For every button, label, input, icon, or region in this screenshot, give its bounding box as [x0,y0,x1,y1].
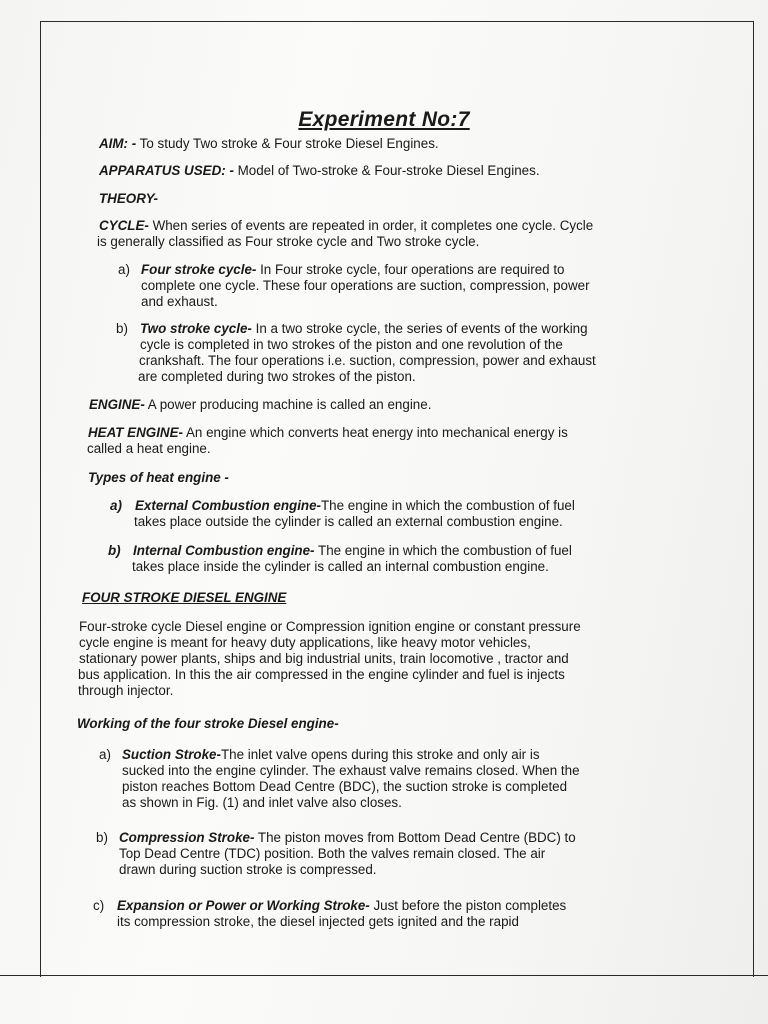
four-stroke-cycle-line-3: and exhaust. [141,294,218,309]
four-stroke-cycle-label: Four stroke cycle- [141,262,257,277]
types-heading: Types of heat engine - [88,470,229,485]
cycle-label: CYCLE- [99,218,149,233]
external-text: The engine in which the combustion of fuel [321,498,575,513]
two-stroke-cycle-line-1 [140,321,588,337]
compression-text: The piston moves from Bottom Dead Centre (BDC) to [254,830,576,845]
cycle-text: When series of events are repeated in order, it completes one cycle. Cycle [148,218,594,233]
expansion-label: Expansion or Power or Working Stroke- [117,898,370,913]
suction-line-1 [122,747,540,763]
working-heading: Working of the four stroke Diesel engine- [77,716,339,731]
para-line-5: through injector. [78,683,174,698]
engine-label: ENGINE- [89,397,145,412]
aim-line [99,136,439,152]
expansion-marker: c) [93,898,105,913]
internal-label: Internal Combustion engine- [133,543,315,558]
two-stroke-cycle-text: In a two stroke cycle, the series of events of the working [251,321,588,336]
internal-line-1 [133,543,572,559]
four-stroke-cycle-marker: a) [118,262,130,277]
compression-line-3: drawn during suction stroke is compressed. [119,862,377,877]
expansion-line-2: its compression stroke, the diesel injected gets ignited and the rapid [117,914,519,929]
internal-marker: b) [108,543,121,558]
compression-marker: b) [96,830,108,845]
internal-line-2: takes place inside the cylinder is called an internal combustion engine. [132,559,549,574]
cycle-line-1 [99,218,593,234]
apparatus-text: Model of Two-stroke & Four-stroke Diesel Engines. [233,163,540,178]
para-line-3: stationary power plants, ships and big industrial units, train locomotive , tractor and [79,651,569,666]
suction-text: The inlet valve opens during this stroke and only air is [220,747,540,762]
expansion-text: Just before the piston completes [369,898,567,913]
four-stroke-cycle-line-2: complete one cycle. These four operations are suction, compression, power [141,278,590,293]
suction-line-4: as shown in Fig. (1) and inlet valve also closes. [122,795,402,810]
external-marker: a) [110,498,122,513]
heat-engine-line-2: called a heat engine. [87,441,211,456]
suction-label: Suction Stroke- [122,747,221,762]
para-line-4: bus application. In this the air compressed in the engine cylinder and fuel is injects [78,667,565,682]
apparatus-line [99,163,540,179]
para-line-2: cycle engine is meant for heavy duty applications, like heavy motor vehicles, [79,635,531,650]
cycle-line-2: is generally classified as Four stroke cycle and Two stroke cycle. [97,234,480,249]
suction-line-3: piston reaches Bottom Dead Centre (BDC), the suction stroke is completed [122,779,568,794]
two-stroke-cycle-line-4: are completed during two strokes of the piston. [138,369,416,384]
expansion-line-1 [117,898,566,914]
external-label: External Combustion engine- [135,498,321,513]
suction-line-2: sucked into the engine cylinder. The exhaust valve remains closed. When the [122,763,580,778]
external-line-2: takes place outside the cylinder is called an external combustion engine. [134,514,563,529]
engine-text: A power producing machine is called an engine. [144,397,432,412]
aim-text: To study Two stroke & Four stroke Diesel Engines. [136,136,439,151]
two-stroke-cycle-label: Two stroke cycle- [140,321,252,336]
engine-line [89,397,431,413]
compression-line-1 [119,830,576,846]
theory-heading: THEORY- [99,191,159,206]
page-bottom-rule [0,975,768,976]
compression-line-2: Top Dead Centre (TDC) position. Both the valves remain closed. The air [119,846,546,861]
two-stroke-cycle-line-3: crankshaft. The four operations i.e. suction, compression, power and exhaust [139,353,596,368]
four-stroke-cycle-line-1 [141,262,565,278]
heat-engine-line-1 [88,425,568,441]
compression-label: Compression Stroke- [119,830,255,845]
two-stroke-cycle-line-2: cycle is completed in two strokes of the piston and one revolution of the [140,337,563,352]
aim-label: AIM: - [99,136,137,151]
suction-marker: a) [99,747,111,762]
heat-engine-label: HEAT ENGINE- [88,425,183,440]
page-title: Experiment No:7 [298,108,470,131]
heat-engine-text: An engine which converts heat energy into mechanical energy is [182,425,568,440]
external-line-1 [135,498,575,514]
apparatus-label: APPARATUS USED: - [99,163,234,178]
four-stroke-cycle-text: In Four stroke cycle, four operations are required to [256,262,565,277]
two-stroke-cycle-marker: b) [116,321,128,336]
four-stroke-diesel-heading: FOUR STROKE DIESEL ENGINE [82,590,287,605]
internal-text: The engine in which the combustion of fuel [314,543,572,558]
para-line-1: Four-stroke cycle Diesel engine or Compression ignition engine or constant pressure [79,619,581,634]
